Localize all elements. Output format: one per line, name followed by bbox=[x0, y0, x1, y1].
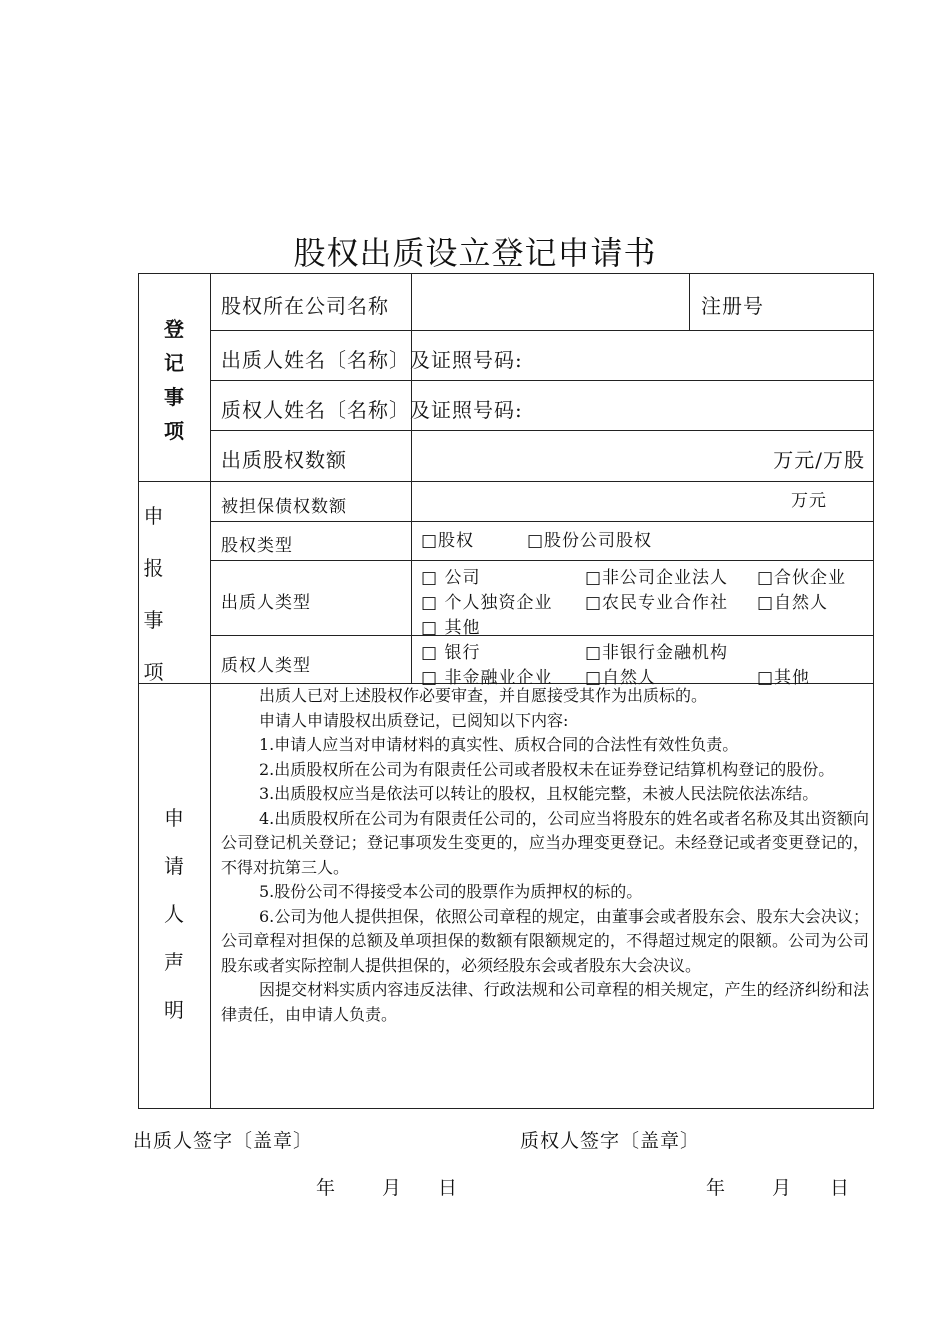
row-divider bbox=[210, 560, 873, 561]
pledgee-id-label: 质权人姓名〔名称〕及证照号码: bbox=[221, 398, 523, 422]
equity-type-label: 股权类型 bbox=[221, 536, 293, 556]
company-name-label: 股权所在公司名称 bbox=[221, 294, 389, 318]
declaration-paragraph: 出质人已对上述股权作必要审查，并自愿接受其作为出质标的。 bbox=[259, 686, 708, 705]
pledged-amount-label: 出质股权数额 bbox=[221, 448, 347, 472]
application-form-table bbox=[138, 273, 874, 1109]
pledgee-type-option-non-financial-enterprise[interactable]: □ 非金融业企业 bbox=[421, 668, 553, 688]
pledged-amount-unit: 万元/万股 bbox=[773, 448, 865, 472]
row-divider bbox=[210, 380, 873, 381]
section-label-registration: 登 记 事 项 bbox=[164, 317, 185, 443]
declaration-paragraph: 2.出质股权所在公司为有限责任公司或者股权未在证券登记结算机构登记的股份。 bbox=[259, 759, 835, 779]
pledgor-type-option-company[interactable]: □ 公司 bbox=[421, 568, 481, 588]
row-divider bbox=[210, 430, 873, 431]
reg-no-field[interactable] bbox=[759, 276, 869, 328]
pledgor-signature-label: 出质人签字〔盖章〕 bbox=[133, 1130, 314, 1152]
pledgee-date-year: 年 bbox=[706, 1177, 727, 1199]
declaration-paragraph: 因提交材料实质内容违反法律、行政法规和公司章程的相关规定，产生的经济纠纷和法律责任，由申请人负责。 bbox=[221, 980, 869, 1024]
pledgor-type-option-sole-proprietorship[interactable]: □ 个人独资企业 bbox=[421, 593, 553, 613]
declaration-paragraph: 1.申请人应当对申请材料的真实性、质权合同的合法性有效性负责。 bbox=[259, 735, 739, 754]
secured-debt-label: 被担保债权数额 bbox=[221, 497, 347, 517]
pledgor-date-year: 年 bbox=[316, 1177, 337, 1199]
row-divider bbox=[210, 330, 873, 331]
pledgee-type-option-natural-person[interactable]: □自然人 bbox=[585, 668, 657, 688]
pledgee-type-option-other[interactable]: □其他 bbox=[757, 668, 811, 688]
declaration-paragraph: 4.出质股权所在公司为有限责任公司的，公司应当将股东的姓名或者名称及其出资额向公司登记机关登记；登记事项发生变更的，应当办理变更登记。未经登记或者变更登记的，不得对抗第三人。 bbox=[221, 808, 869, 877]
col-divider-left bbox=[210, 274, 211, 1108]
row-divider bbox=[210, 635, 873, 636]
pledgor-type-label: 出质人类型 bbox=[221, 593, 311, 613]
declaration-paragraph: 6.公司为他人提供担保，依照公司章程的规定，由董事会或者股东会、股东大会决议；公司章程对担保的总额及单项担保的数额有限额规定的，不得超过规定的限额。公司为公司股东或者实际控制人提供担保的，必须经股东会或者股东大会决议。 bbox=[221, 906, 869, 975]
pledgor-id-label: 出质人姓名〔名称〕及证照号码: bbox=[221, 348, 523, 372]
section-divider bbox=[139, 481, 873, 482]
pledgor-type-option-non-company-entity[interactable]: □非公司企业法人 bbox=[585, 568, 729, 588]
section-label-report: 申 报 事 项 bbox=[143, 504, 165, 684]
declaration-paragraph: 申请人申请股权出质登记，已阅知以下内容: bbox=[259, 710, 569, 730]
equity-type-option-joint-stock[interactable]: □股份公司股权 bbox=[527, 531, 653, 551]
section-label-declaration: 申 请 人 声 明 bbox=[164, 806, 185, 1022]
pledgee-date-day: 日 bbox=[830, 1177, 851, 1199]
pledgee-type-option-bank[interactable]: □ 银行 bbox=[421, 643, 481, 663]
declaration-text bbox=[221, 684, 869, 1027]
declaration-paragraph: 3.出质股权应当是依法可以转让的股权，且权能完整，未被人民法院依法冻结。 bbox=[259, 784, 819, 803]
pledgee-signature-label: 质权人签字〔盖章〕 bbox=[520, 1130, 701, 1152]
pledgor-type-option-partnership[interactable]: □合伙企业 bbox=[757, 568, 847, 588]
pledgee-date-month: 月 bbox=[772, 1177, 793, 1199]
col-divider-reg-no bbox=[689, 274, 690, 330]
pledgor-type-option-cooperative[interactable]: □农民专业合作社 bbox=[585, 593, 729, 613]
document-title: 股权出质设立登记申请书 bbox=[293, 234, 657, 272]
col-divider-value bbox=[411, 274, 412, 683]
company-name-field[interactable] bbox=[413, 276, 687, 328]
declaration-paragraph: 5.股份公司不得接受本公司的股票作为质押权的标的。 bbox=[259, 882, 643, 901]
pledgor-date-month: 月 bbox=[382, 1177, 403, 1199]
pledgor-type-option-natural-person[interactable]: □自然人 bbox=[757, 593, 829, 613]
pledgor-date-day: 日 bbox=[438, 1177, 459, 1199]
secured-debt-unit: 万元 bbox=[791, 491, 827, 511]
reg-no-label: 注册号 bbox=[701, 294, 764, 318]
pledgee-type-option-non-bank-financial[interactable]: □非银行金融机构 bbox=[585, 643, 729, 663]
pledgor-type-option-other[interactable]: □ 其他 bbox=[421, 618, 481, 638]
equity-type-option-equity[interactable]: □股权 bbox=[421, 531, 475, 551]
row-divider bbox=[210, 521, 873, 522]
pledgee-type-label: 质权人类型 bbox=[221, 656, 311, 676]
